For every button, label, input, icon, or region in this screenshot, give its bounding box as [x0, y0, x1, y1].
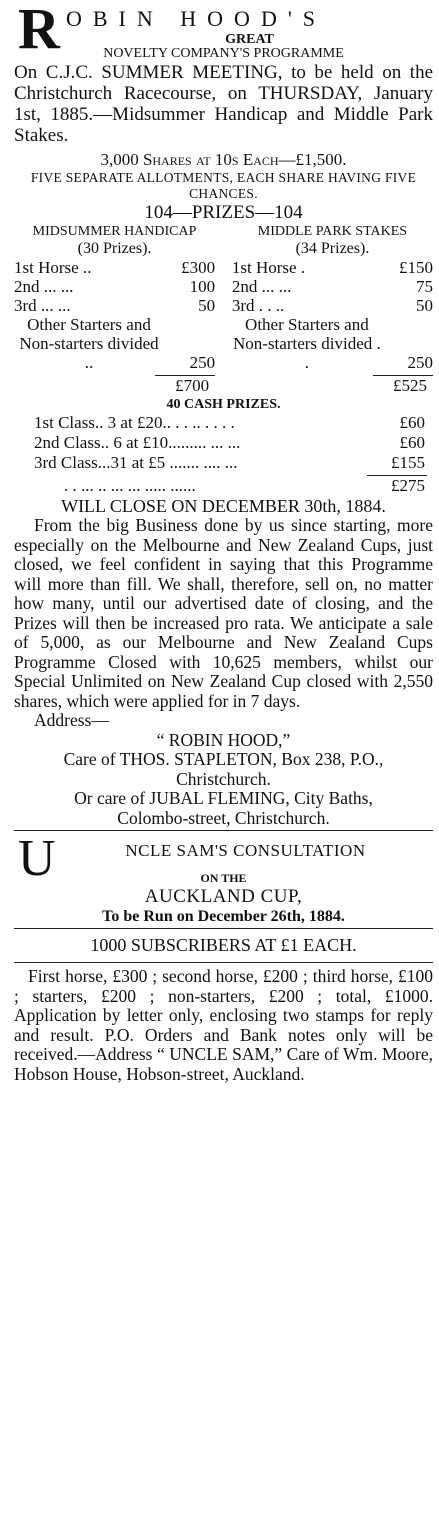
meeting-intro: On C.J.C. SUMMER MEETING, to be held on the Christchurch Racecourse, on THURSDAY, January 1st, 1885.—Midsummer Handicap and Middle Park Stakes.: [14, 62, 433, 146]
cash-prizes-heading: 40 CASH PRIZES.: [166, 397, 281, 412]
address-label: Address—: [34, 710, 109, 730]
title-great: GREAT: [225, 32, 274, 47]
midsummer-count: (30 Prizes).: [77, 240, 152, 257]
middle-park-total: £525: [393, 376, 427, 395]
race-name: AUCKLAND CUP,: [144, 886, 303, 907]
cash-row: 3rd Class...31 at £5 ....... .... ... £155: [34, 453, 425, 472]
title-dropcap: R: [18, 0, 60, 61]
prize-row: 3rd . . .. 50: [231, 296, 433, 315]
starters-row: Other Starters and Non-starters divided . . 250: [233, 315, 433, 372]
closing-date: WILL CLOSE ON DECEMBER 30th, 1884.: [61, 496, 386, 516]
cash-row: 1st Class.. 3 at £20.. . . .. . . . . £60: [34, 413, 425, 432]
midsummer-heading: MIDSUMMER HANDICAP: [32, 224, 197, 239]
robin-hood-advert: [14, 0, 433, 828]
section-divider: [14, 962, 433, 963]
cash-total: £275: [391, 476, 425, 495]
midsummer-total: £700: [175, 376, 210, 395]
prize-row: 1st Horse . £150: [231, 258, 433, 277]
midsummer-column: [14, 224, 215, 395]
prize-columns: [14, 224, 433, 395]
prize-row: 3rd ... ... 50: [14, 296, 216, 315]
cash-total-row: . . ... .. ... ... ..... ...... £275: [64, 476, 425, 495]
on-the: ON THE: [200, 871, 247, 885]
advert-body: From the big Business done by us since starting, more especially on the Melbourne and New Zealand Cups, just closed, we feel confident in saying that this Programme will more than fill. We shall, therefore, sell on, no matter how many, until our advertised date of closing, and the Prizes will then be increased pro rata. We anticipate a sale of 5,000, as our Melbourne and New Zealand Cups Programme Closed with 10,625 members, whilst our Special Unlimited on New Zealand Cup closed with 2,550 shares, which were applied for in 7 days.: [14, 515, 433, 711]
address-street: Colombo-street, Christchurch.: [117, 807, 330, 828]
address-name: “ ROBIN HOOD,”: [156, 729, 291, 750]
prize-row: 2nd ... ... 100: [14, 277, 216, 296]
prizes-heading: 104—PRIZES—104: [144, 202, 303, 223]
middle-park-heading: MIDDLE PARK STAKES: [257, 224, 408, 239]
middle-park-count: (34 Prizes).: [295, 240, 370, 257]
cash-row: 2nd Class.. 6 at £10......... ... ... £60: [34, 433, 425, 452]
title-text: NCLE SAM'S CONSULTATION: [125, 841, 366, 860]
programme-subtitle: NOVELTY COMPANY'S PROGRAMME: [103, 46, 344, 61]
advert-body: First horse, £300 ; second horse, £200 ; third horse, £100 ; starters, £200 ; non-starters, £200 ; total, £1000. Application by letter only, enclosing two stamps for reply and result. P.O. Orders and Bank notes only will be received.—Address “ UNCLE SAM,” Care of Wm. Moore, Hobson House, Hobson-street, Auckland.: [14, 966, 433, 1084]
title-text: OBIN HOOD'S: [66, 6, 327, 31]
section-divider: [14, 928, 433, 929]
title-dropcap: U: [18, 830, 56, 887]
allotments-line: FIVE SEPARATE ALLOTMENTS, EACH SHARE HAVING FIVE CHANCES.: [30, 170, 417, 201]
address-care-1: Care of THOS. STAPLETON, Box 238, P.O.,: [63, 749, 384, 769]
section-divider: [14, 830, 433, 831]
uncle-sam-advert: [14, 830, 433, 1084]
address-city: Christchurch.: [176, 768, 271, 789]
race-date: To be Run on December 26th, 1884.: [102, 908, 345, 925]
address-care-2: Or care of JUBAL FLEMING, City Baths,: [74, 788, 373, 808]
prize-row: 1st Horse .. £300: [14, 258, 216, 277]
starters-row: Other Starters and Non-starters divided .. 250: [19, 315, 216, 372]
shares-line: 3,000 Shares at 10s Each—£1,500.: [100, 150, 347, 169]
middle-park-column: [232, 224, 433, 395]
prize-row: 2nd ... ... 75: [231, 277, 433, 296]
subscribers-line: 1000 SUBSCRIBERS AT £1 EACH.: [90, 935, 357, 955]
